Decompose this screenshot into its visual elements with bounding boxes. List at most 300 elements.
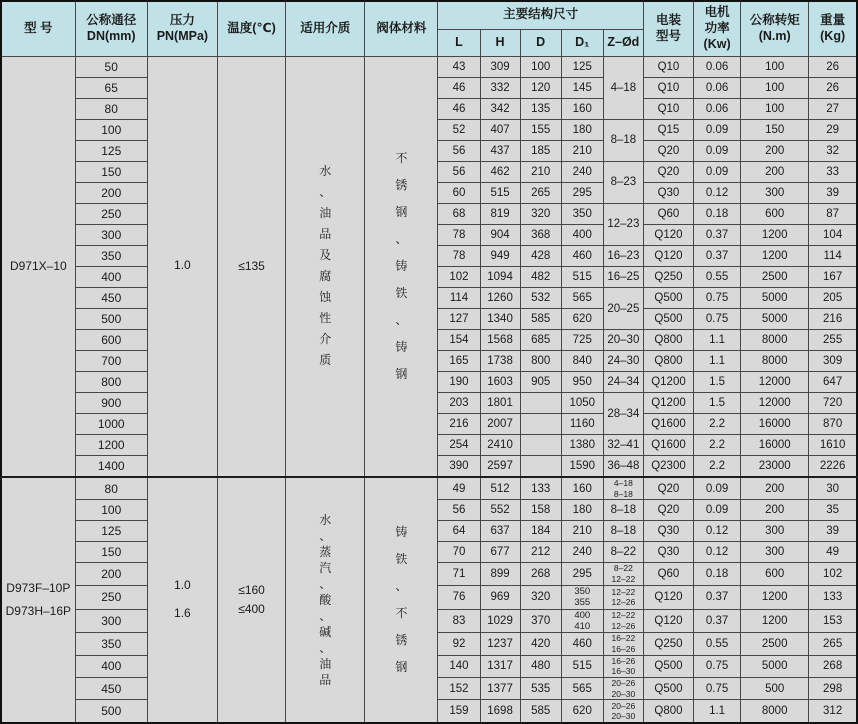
dn-cell [75, 585, 147, 609]
bolt-holes-cell-line: 12–22 [611, 610, 636, 621]
actuator-model-cell-line: Q30 [657, 186, 680, 199]
dim-d-cell-line: 535 [531, 682, 551, 695]
dim-d1-cell-line: 1590 [569, 460, 596, 473]
header-model: 型 号 [1, 1, 75, 56]
dim-l-cell-line: 154 [449, 334, 469, 347]
dn-cell [75, 56, 147, 77]
dim-d-cell-line: 320 [531, 591, 551, 604]
bolt-holes-cell [603, 56, 643, 119]
motor-power-cell [694, 77, 741, 98]
torque-cell-line: 300 [765, 525, 785, 538]
actuator-model-cell [643, 98, 693, 119]
bolt-holes-cell-line: 8–18 [610, 504, 637, 517]
header-power-line3: (Kw) [703, 36, 731, 51]
header-torque-line1: 公称转矩 [749, 13, 800, 28]
dn-cell-line: 200 [101, 185, 122, 200]
dim-h-cell-line: 969 [490, 591, 510, 604]
dn-cell-line: 125 [101, 143, 122, 158]
torque-cell-line: 12000 [758, 376, 791, 389]
motor-power-cell [694, 245, 741, 266]
actuator-model-cell [643, 77, 693, 98]
weight-cell [809, 414, 857, 435]
dim-d-cell-line: 482 [531, 270, 551, 283]
header-weight-line1: 重量 [820, 13, 846, 28]
torque-cell [741, 563, 809, 585]
medium-cell-line: 水 [319, 512, 332, 527]
table-body [1, 56, 857, 723]
material-cell-line: 钢 [395, 366, 408, 381]
actuator-model-cell [643, 351, 693, 372]
dim-l-cell-line: 83 [452, 614, 466, 627]
dn-cell-line: 125 [101, 524, 122, 539]
dim-h-cell [480, 563, 520, 585]
weight-cell-line: 30 [826, 482, 840, 495]
actuator-model-cell [643, 521, 693, 542]
dim-d1-cell [561, 98, 603, 119]
header-power-line1: 电机 [704, 5, 730, 20]
dim-d1-cell-line: 295 [572, 186, 592, 199]
dim-l-cell [438, 477, 480, 500]
material-cell-line: 、 [395, 312, 408, 327]
weight-cell [809, 435, 857, 456]
actuator-model-cell [643, 119, 693, 140]
dim-h-cell [480, 266, 520, 287]
weight-cell [809, 700, 857, 723]
dim-d1-cell [561, 678, 603, 700]
weight-cell [809, 655, 857, 677]
dn-cell-line: 500 [101, 312, 122, 327]
weight-cell-line: 26 [826, 81, 840, 94]
actuator-model-cell [643, 224, 693, 245]
bolt-holes-cell [603, 435, 643, 456]
weight-cell [809, 266, 857, 287]
torque-cell-line: 23000 [758, 460, 791, 473]
material-cell-line: 不 [395, 605, 408, 620]
motor-power-cell-line: 0.12 [705, 186, 729, 199]
dn-cell [75, 542, 147, 563]
dim-d1-cell-line: 160 [572, 102, 592, 115]
dim-d-cell-line: 268 [531, 568, 551, 581]
motor-power-cell-line: 0.37 [705, 614, 729, 627]
actuator-model-cell-line: Q800 [654, 705, 683, 718]
dim-d1-cell [561, 56, 603, 77]
dim-l-cell [438, 456, 480, 477]
actuator-model-cell [643, 542, 693, 563]
torque-cell-line: 150 [765, 123, 785, 136]
motor-power-cell [694, 224, 741, 245]
medium-cell-line: 、 [319, 640, 332, 655]
dim-d1-cell [561, 266, 603, 287]
weight-cell-line: 133 [823, 591, 843, 604]
weight-cell [809, 182, 857, 203]
dim-d-cell-line: 800 [531, 355, 551, 368]
dim-l-cell-line: 165 [449, 355, 469, 368]
dim-h-cell [480, 245, 520, 266]
header-dim-h: H [480, 29, 520, 56]
motor-power-cell-line: 0.55 [705, 638, 729, 651]
dim-h-cell [480, 98, 520, 119]
dim-h-cell [480, 140, 520, 161]
dim-d-cell-line: 158 [531, 504, 551, 517]
weight-cell [809, 372, 857, 393]
dn-cell-line: 1400 [97, 459, 125, 474]
motor-power-cell [694, 161, 741, 182]
dim-d-cell [520, 456, 561, 477]
actuator-model-cell-line: Q30 [657, 546, 680, 559]
dim-l-cell-line: 46 [452, 102, 466, 115]
dim-l-cell-line: 390 [449, 460, 469, 473]
dim-d1-cell [561, 500, 603, 521]
medium-cell-line: 品 [319, 672, 332, 687]
dim-l-cell-line: 127 [449, 313, 469, 326]
torque-cell-line: 1200 [761, 249, 788, 262]
dim-d1-cell-line: 240 [572, 165, 592, 178]
dim-l-cell [438, 351, 480, 372]
torque-cell [741, 655, 809, 677]
dim-d1-cell [561, 456, 603, 477]
temperature-cell-line: ≤135 [238, 258, 265, 273]
weight-cell [809, 633, 857, 655]
motor-power-cell-line: 1.5 [709, 397, 726, 410]
dim-l-cell [438, 309, 480, 330]
temperature-cell [217, 56, 285, 477]
torque-cell [741, 266, 809, 287]
motor-power-cell-line: 0.75 [705, 682, 729, 695]
actuator-model-cell [643, 477, 693, 500]
bolt-holes-cell-line: 4–18 [613, 477, 633, 488]
dn-cell [75, 77, 147, 98]
header-pn-line1: 压力 [169, 13, 195, 28]
bolt-holes-cell [603, 245, 643, 266]
dim-d-cell [520, 500, 561, 521]
dim-l-cell-line: 70 [452, 546, 466, 559]
weight-cell-line: 268 [823, 660, 843, 673]
dim-d1-cell-line: 515 [572, 660, 592, 673]
actuator-model-cell [643, 563, 693, 585]
torque-cell [741, 393, 809, 414]
model-cell [1, 477, 75, 723]
dim-h-cell-line: 899 [490, 568, 510, 581]
dim-d1-cell-line: 400 [574, 609, 591, 621]
dim-h-cell [480, 414, 520, 435]
weight-cell-line: 29 [826, 123, 840, 136]
dim-d1-cell [561, 309, 603, 330]
dim-h-cell-line: 1603 [487, 376, 513, 389]
dim-l-cell-line: 152 [449, 682, 469, 695]
dim-l-cell-line: 140 [449, 660, 469, 673]
actuator-model-cell [643, 700, 693, 723]
dim-d1-cell-line: 1380 [569, 439, 596, 452]
header-material: 阀体材料 [365, 1, 438, 56]
dn-cell [75, 119, 147, 140]
dim-l-cell [438, 266, 480, 287]
actuator-model-cell [643, 203, 693, 224]
torque-cell-line: 1200 [761, 228, 788, 241]
torque-cell [741, 224, 809, 245]
weight-cell-line: 39 [826, 186, 840, 199]
dn-cell-line: 600 [101, 333, 122, 348]
dn-cell-line: 350 [101, 637, 122, 652]
motor-power-cell-line: 0.09 [705, 144, 729, 157]
dim-d1-cell [561, 700, 603, 723]
dim-d1-cell-line: 145 [572, 81, 592, 94]
torque-cell-line: 5000 [761, 292, 788, 305]
actuator-model-cell [643, 633, 693, 655]
weight-cell-line: 265 [823, 638, 843, 651]
dn-cell-line: 80 [104, 101, 118, 116]
header-power-line2: 功率 [704, 20, 730, 35]
dn-cell-line: 400 [101, 659, 122, 674]
motor-power-cell [694, 678, 741, 700]
actuator-model-cell-line: Q500 [654, 313, 683, 326]
actuator-model-cell [643, 330, 693, 351]
bolt-holes-cell-line: 32–41 [607, 439, 640, 452]
dim-l-cell [438, 633, 480, 655]
dim-h-cell-line: 1340 [487, 313, 513, 326]
dim-d-cell [520, 585, 561, 609]
bolt-holes-cell [603, 700, 643, 723]
torque-cell [741, 585, 809, 609]
dn-cell-line: 700 [101, 354, 122, 369]
material-cell-line: 铸 [395, 524, 408, 539]
dim-d1-cell-line: 515 [572, 270, 592, 283]
dim-d1-cell [561, 372, 603, 393]
dim-l-cell [438, 140, 480, 161]
dim-l-cell [438, 224, 480, 245]
dim-l-cell [438, 435, 480, 456]
weight-cell-line: 205 [823, 292, 843, 305]
dim-d-cell-line: 428 [531, 249, 551, 262]
weight-cell-line: 153 [823, 614, 843, 627]
dim-d1-cell-line: 725 [572, 334, 592, 347]
dim-h-cell-line: 1237 [487, 638, 513, 651]
medium-cell-line: 油 [319, 206, 332, 221]
dn-cell [75, 288, 147, 309]
torque-cell-line: 600 [765, 568, 785, 581]
torque-cell-line: 300 [765, 186, 785, 199]
weight-cell-line: 298 [823, 682, 843, 695]
dim-h-cell [480, 203, 520, 224]
dim-d1-cell-line: 210 [572, 525, 592, 538]
weight-cell [809, 521, 857, 542]
dim-d-cell [520, 203, 561, 224]
weight-cell [809, 477, 857, 500]
dim-d-cell-line: 320 [531, 207, 551, 220]
dim-h-cell [480, 678, 520, 700]
dim-l-cell [438, 500, 480, 521]
dim-h-cell [480, 77, 520, 98]
dim-d1-cell-line: 350 [572, 207, 592, 220]
medium-cell-line: 、 [319, 528, 332, 543]
dim-d-cell [520, 288, 561, 309]
dim-d1-cell [561, 633, 603, 655]
dn-cell [75, 351, 147, 372]
dim-d-cell [520, 266, 561, 287]
actuator-model-cell-line: Q1200 [651, 376, 686, 389]
header-dim-d1: D₁ [561, 29, 603, 56]
actuator-model-cell [643, 414, 693, 435]
dim-d-cell-line: 368 [531, 228, 551, 241]
dim-d1-cell [561, 330, 603, 351]
material-cell-line: 铁 [395, 285, 408, 300]
actuator-model-cell [643, 182, 693, 203]
dn-cell-line: 450 [101, 681, 122, 696]
dim-d-cell-line: 585 [531, 705, 551, 718]
dim-d1-cell [561, 655, 603, 677]
torque-cell [741, 372, 809, 393]
dn-cell-line: 100 [101, 122, 122, 137]
dim-d1-cell-line: 180 [572, 123, 592, 136]
bolt-holes-cell-line: 20–25 [607, 302, 640, 315]
torque-cell [741, 288, 809, 309]
weight-cell [809, 224, 857, 245]
dim-d-cell-line: 155 [531, 123, 551, 136]
bolt-holes-cell-line: 12–26 [611, 620, 636, 631]
dim-l-cell-line: 56 [452, 144, 466, 157]
dn-cell [75, 563, 147, 585]
weight-cell-line: 33 [826, 165, 840, 178]
medium-cell [286, 56, 365, 477]
header-dim-zod: Z–Ød [603, 29, 643, 56]
dn-cell-line: 65 [104, 80, 118, 95]
bolt-holes-cell-line: 20–26 [611, 678, 636, 689]
dim-d1-cell [561, 182, 603, 203]
dim-h-cell-line: 1738 [487, 355, 513, 368]
header-weight [809, 1, 857, 56]
dim-d1-cell-line: 295 [572, 568, 592, 581]
actuator-model-cell-line: Q500 [654, 660, 683, 673]
motor-power-cell-line: 0.18 [705, 568, 729, 581]
weight-cell-line: 114 [823, 249, 842, 262]
dim-d-cell [520, 119, 561, 140]
bolt-holes-cell-line: 4–18 [610, 81, 637, 94]
motor-power-cell-line: 1.1 [709, 355, 726, 368]
actuator-model-cell-line: Q20 [657, 144, 680, 157]
motor-power-cell-line: 0.09 [705, 123, 729, 136]
dim-d1-cell-line: 125 [572, 60, 592, 73]
dim-d-cell-line: 370 [531, 614, 551, 627]
material-cell-line: 不 [395, 150, 408, 165]
torque-cell [741, 414, 809, 435]
header-medium: 适用介质 [286, 1, 365, 56]
weight-cell [809, 119, 857, 140]
actuator-model-cell-line: Q20 [657, 504, 680, 517]
dn-cell [75, 435, 147, 456]
dim-d-cell [520, 351, 561, 372]
weight-cell [809, 500, 857, 521]
material-cell-line: 锈 [395, 177, 408, 192]
dim-h-cell [480, 521, 520, 542]
dn-cell-line: 150 [101, 545, 122, 560]
dim-l-cell [438, 585, 480, 609]
dim-h-cell-line: 677 [490, 546, 510, 559]
bolt-holes-cell-line: 16–26 [611, 644, 636, 655]
bolt-holes-cell [603, 203, 643, 245]
motor-power-cell-line: 0.09 [705, 482, 729, 495]
actuator-model-cell-line: Q1200 [651, 397, 686, 410]
dn-cell [75, 224, 147, 245]
bolt-holes-cell [603, 521, 643, 542]
weight-cell [809, 563, 857, 585]
torque-cell-line: 5000 [761, 313, 788, 326]
dn-cell [75, 98, 147, 119]
dim-d-cell-line: 265 [531, 186, 551, 199]
medium-cell-line: 碱 [319, 624, 332, 639]
dim-d1-cell [561, 542, 603, 563]
model-cell-line: D973F–10P [6, 581, 71, 596]
dim-d1-cell [561, 585, 603, 609]
motor-power-cell-line: 0.75 [705, 313, 729, 326]
torque-cell-line: 300 [765, 546, 785, 559]
motor-power-cell-line: 0.12 [705, 546, 729, 559]
dn-cell-line: 450 [101, 291, 122, 306]
dim-h-cell [480, 633, 520, 655]
actuator-model-cell [643, 655, 693, 677]
bolt-holes-cell-line: 16–23 [607, 249, 640, 262]
torque-cell [741, 521, 809, 542]
header-dn [75, 1, 147, 56]
actuator-model-cell-line: Q2300 [651, 460, 686, 473]
dn-cell [75, 182, 147, 203]
dim-d-cell-line: 532 [531, 292, 551, 305]
actuator-model-cell [643, 609, 693, 633]
medium-cell-line: 腐 [319, 269, 332, 284]
motor-power-cell-line: 2.2 [709, 460, 726, 473]
motor-power-cell [694, 119, 741, 140]
actuator-model-cell-line: Q120 [654, 249, 683, 262]
dn-cell-line: 1000 [97, 417, 125, 432]
dn-cell [75, 414, 147, 435]
weight-cell [809, 203, 857, 224]
dn-cell-line: 80 [104, 481, 118, 496]
dim-d1-cell-line: 620 [572, 313, 592, 326]
dim-l-cell [438, 182, 480, 203]
weight-cell-line: 39 [826, 525, 840, 538]
dn-cell [75, 678, 147, 700]
dim-h-cell [480, 456, 520, 477]
actuator-model-cell-line: Q15 [657, 123, 680, 136]
weight-cell-line: 49 [826, 546, 840, 559]
table-header [1, 1, 857, 56]
actuator-model-cell-line: Q250 [654, 270, 683, 283]
pressure-cell-line: 1.0 [174, 578, 191, 593]
motor-power-cell [694, 585, 741, 609]
torque-cell [741, 609, 809, 633]
torque-cell-line: 16000 [758, 418, 791, 431]
actuator-model-cell [643, 585, 693, 609]
weight-cell [809, 585, 857, 609]
dim-d-cell [520, 521, 561, 542]
dim-h-cell-line: 1377 [487, 682, 513, 695]
motor-power-cell-line: 0.09 [705, 504, 729, 517]
motor-power-cell [694, 372, 741, 393]
torque-cell [741, 203, 809, 224]
weight-cell [809, 456, 857, 477]
torque-cell-line: 200 [765, 504, 785, 517]
bolt-holes-cell [603, 393, 643, 435]
dim-l-cell [438, 77, 480, 98]
dim-h-cell [480, 288, 520, 309]
material-cell-line: 钢 [395, 659, 408, 674]
torque-cell-line: 1200 [761, 591, 788, 604]
bolt-holes-cell [603, 542, 643, 563]
dim-l-cell [438, 98, 480, 119]
header-actuator-line1: 电装 [655, 13, 681, 28]
torque-cell-line: 5000 [761, 660, 788, 673]
material-cell [365, 56, 438, 477]
medium-cell-line: 质 [319, 353, 332, 368]
dim-d-cell [520, 633, 561, 655]
